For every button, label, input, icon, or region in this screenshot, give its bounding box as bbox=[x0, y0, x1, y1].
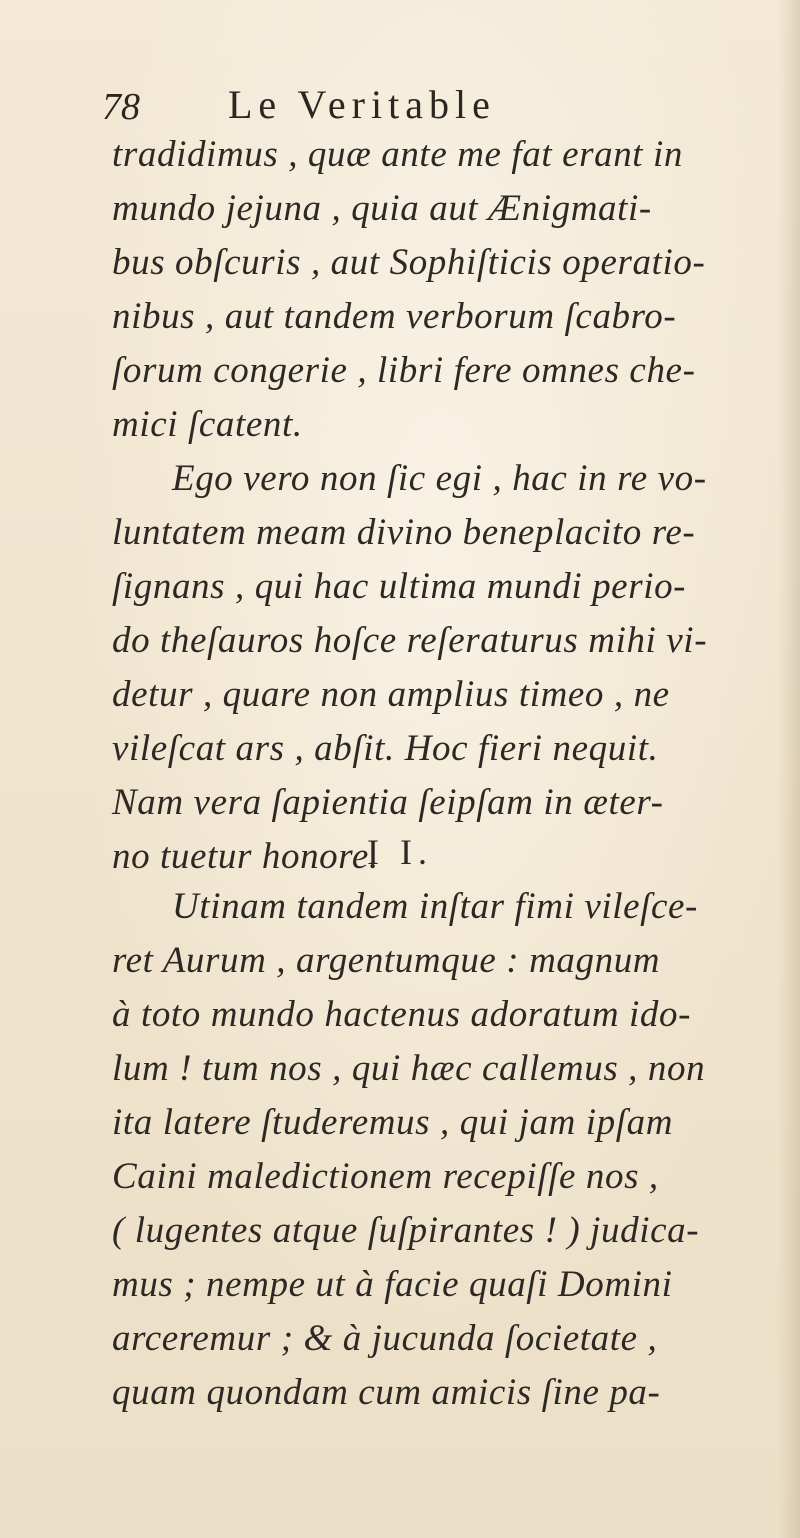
text-line: ita latere ſtuderemus , qui jam ipſam bbox=[112, 1102, 674, 1143]
text-line: Nam vera ſapientia ſeipſam in æter- bbox=[112, 782, 664, 823]
running-header bbox=[100, 82, 660, 128]
text-line: à toto mundo hactenus adoratum ido- bbox=[112, 994, 692, 1035]
text-line: luntatem meam divino beneplacito re- bbox=[112, 512, 696, 553]
text-line: mici ſcatent. bbox=[112, 404, 303, 445]
text-line: detur , quare non amplius timeo , ne bbox=[112, 674, 670, 715]
text-line: nibus , aut tandem verborum ſcabro- bbox=[112, 296, 677, 337]
text-line: ſignans , qui hac ultima mundi perio- bbox=[112, 566, 687, 607]
text-line: Ego vero non ſic egi , hac in re vo- bbox=[172, 458, 707, 499]
text-line: ſorum congerie , libri fere omnes che- bbox=[112, 350, 696, 391]
text-line: mus ; nempe ut à facie quaſi Domini bbox=[112, 1264, 673, 1305]
text-line: mundo jejuna , quia aut Ænigmati- bbox=[112, 188, 652, 229]
text-block-upper bbox=[112, 128, 752, 884]
text-block-lower bbox=[112, 880, 752, 1420]
page-number: 78 bbox=[102, 86, 140, 128]
text-line: bus obſcuris , aut Sophiſticis operatio- bbox=[112, 242, 706, 283]
running-title: Le Veritable bbox=[228, 82, 496, 127]
text-line: Utinam tandem inſtar fimi vileſce- bbox=[172, 886, 698, 927]
text-line: lum ! tum nos , qui hæc callemus , non bbox=[112, 1048, 706, 1089]
text-line: tradidimus , quæ ante me fat erant in bbox=[112, 134, 684, 175]
text-line: no tuetur honore. bbox=[112, 836, 379, 877]
text-line: quam quondam cum amicis ſine pa- bbox=[112, 1372, 661, 1413]
text-line: arceremur ; & à jucunda ſocietate , bbox=[112, 1318, 658, 1359]
text-line: ( lugentes atque ſuſpirantes ! ) judica- bbox=[112, 1210, 700, 1251]
text-line: vileſcat ars , abſit. Hoc fieri nequit. bbox=[112, 728, 659, 769]
text-line: ret Aurum , argentumque : magnum bbox=[112, 940, 661, 981]
text-line: Caini maledictionem recepiſſe nos , bbox=[112, 1156, 659, 1197]
text-line: do theſauros hoſce reſeraturus mihi vi- bbox=[112, 620, 708, 661]
page-edge-shadow bbox=[778, 0, 800, 1538]
section-heading: I I. bbox=[367, 832, 433, 872]
